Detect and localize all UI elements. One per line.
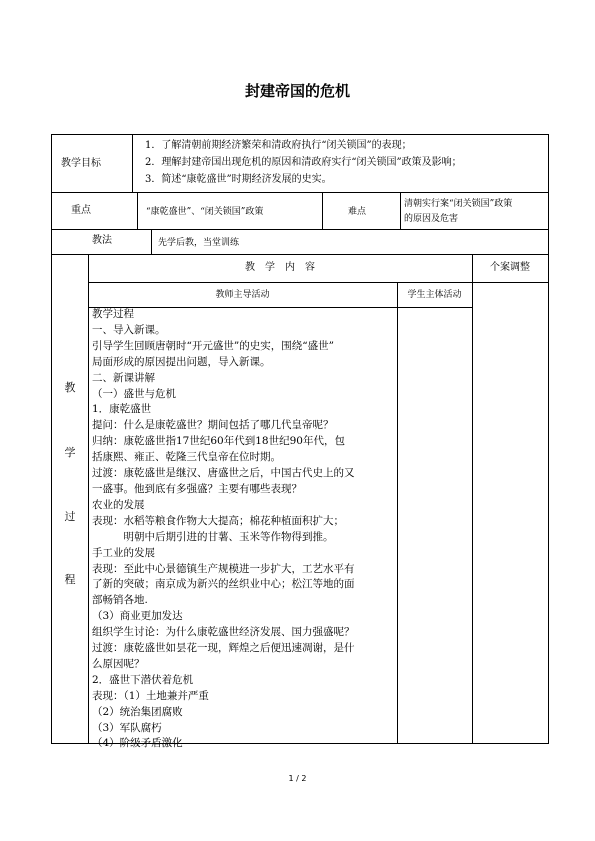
- process-line: 括康熙、雍正、乾隆三代皇帝在位时期。: [92, 451, 281, 464]
- adjust-header: 个案调整: [490, 262, 530, 273]
- process-line: 明朝中后期引进的甘薯、玉米等作物得到推。: [92, 530, 334, 543]
- process-line: （3）商业更加发达: [92, 610, 183, 623]
- process-line: 教学过程: [92, 308, 134, 320]
- teacher-header: 教师主导活动: [215, 290, 270, 300]
- process-line: 表现：水稻等粮食作物大大提高；棉花种植面积扩大；: [92, 514, 344, 527]
- process-line: 归纳：康乾盛世指17世纪60年代到18世纪90年代，包: [92, 435, 345, 448]
- process-line: 表现：（1）土地兼并严重: [92, 689, 209, 702]
- student-header: 学生主体活动: [407, 290, 462, 300]
- col-divider: [397, 282, 398, 743]
- teacher-activity-text: [92, 307, 355, 752]
- row-divider: [52, 192, 548, 193]
- content-header: 教 学 内 容: [245, 262, 315, 273]
- process-line: 提问：什么是康乾盛世？期间包括了哪几代皇帝呢？: [92, 419, 334, 432]
- col-divider: [400, 192, 401, 229]
- process-line: 了新的突破；南京成为新兴的丝织业中心；松江等地的面: [92, 578, 355, 591]
- objectives-label: 教学目标: [61, 158, 101, 169]
- process-line: （3）军队腐朽: [92, 721, 162, 734]
- col-divider: [88, 254, 89, 743]
- process-line: 二、新课讲解: [92, 371, 155, 384]
- page-title: 封建帝国的危机: [244, 82, 350, 100]
- process-line: 手工业的发展: [92, 546, 155, 559]
- process-line: （一）盛世与危机: [92, 387, 176, 400]
- objective-item: 2．理解封建帝国出现危机的原因和清政府实行“闭关锁国”政策及影响；: [145, 157, 462, 168]
- lesson-plan-table: [51, 134, 549, 750]
- process-label-char: 程: [64, 573, 76, 586]
- key-points-content: “康乾盛世”、“闭关锁国”政策: [146, 207, 264, 217]
- process-line: 引导学生回顾唐朝时“开元盛世”的史实，围绕“盛世”: [92, 339, 334, 352]
- difficulty-content: 清朝实行案“闭关锁国”政策: [404, 199, 513, 209]
- process-label-char: 教: [64, 381, 76, 394]
- row-divider: [88, 282, 548, 283]
- difficulty-label: 难点: [348, 207, 367, 217]
- objective-item: 1．了解清朝前期经济繁荣和清政府执行“闭关锁国”的表现；: [145, 140, 412, 151]
- objective-item: 3．简述“康乾盛世”时期经济发展的史实。: [145, 174, 332, 185]
- process-line: 过渡：康乾盛世是继汉、唐盛世之后，中国古代史上的又: [92, 467, 355, 480]
- method-label: 教法: [92, 235, 112, 246]
- method-content: 先学后教，当堂训练: [158, 238, 240, 248]
- row-divider: [52, 229, 548, 230]
- process-line: 组织学生讨论：为什么康乾盛世经济发展、国力强盛呢？: [92, 626, 355, 639]
- key-points-label: 重点: [71, 205, 91, 216]
- process-line: 一盛事。他到底有多强盛？主要有哪些表现？: [92, 482, 302, 495]
- process-label-char: 学: [64, 446, 76, 459]
- page-number: 1 / 2: [288, 774, 307, 783]
- process-line: （2）统治集团腐败: [92, 705, 183, 718]
- row-divider: [52, 254, 548, 255]
- process-line: 1．康乾盛世: [92, 403, 152, 416]
- col-divider: [132, 135, 133, 192]
- col-divider: [137, 192, 138, 229]
- process-line: 么原因呢？: [92, 657, 145, 670]
- process-line: 一、导入新课。: [92, 323, 166, 336]
- process-label-char: 过: [64, 510, 76, 523]
- process-line: 表现：至此中心景德镇生产规模进一步扩大，工艺水平有: [92, 562, 355, 575]
- process-line: 过渡：康乾盛世如昙花一现，辉煌之后便迅速凋谢，是什: [92, 642, 355, 655]
- col-divider: [151, 229, 152, 254]
- col-divider: [472, 254, 473, 743]
- difficulty-content: 的原因及危害: [404, 214, 459, 224]
- process-line: 部畅销各地.: [92, 594, 148, 607]
- process-line: （4）阶级矛盾激化: [92, 737, 183, 750]
- process-line: 农业的发展: [92, 498, 145, 511]
- col-divider: [322, 192, 323, 229]
- process-line: 2．盛世下潜伏着危机: [92, 673, 194, 686]
- process-line: 局面形成的原因提出问题，导入新课。: [92, 355, 271, 368]
